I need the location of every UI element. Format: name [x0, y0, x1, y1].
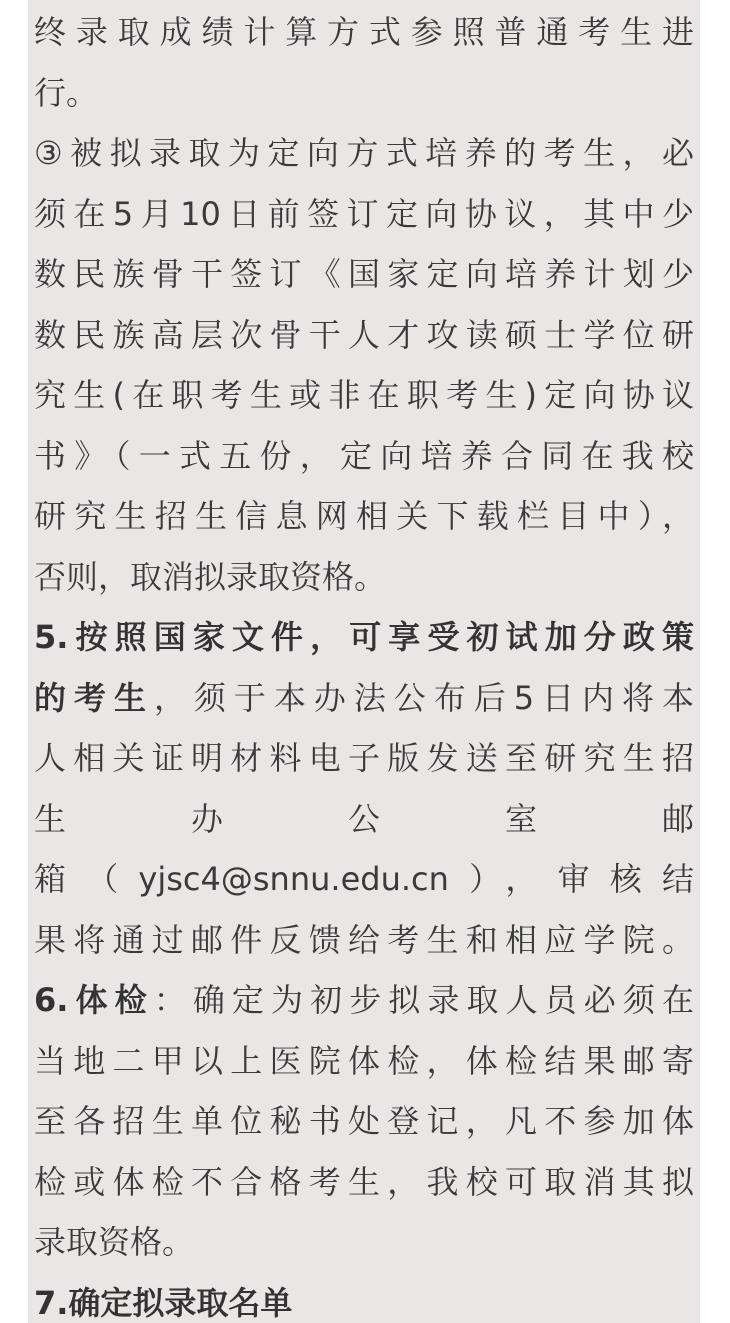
- line-text: 果将通过邮件反馈给考生和相应学院。: [34, 920, 694, 959]
- text-line: [34, 305, 694, 366]
- line-text: 数民族高层次骨干人才攻读硕士学位研: [34, 315, 694, 354]
- text-line: [34, 1091, 694, 1152]
- section-heading-6: [34, 970, 694, 1031]
- text-line: [34, 365, 694, 426]
- text-line: [34, 789, 694, 850]
- text-line: [34, 1152, 694, 1213]
- line-text: 人相关证明材料电子版发送至研究生招: [34, 739, 694, 777]
- heading-bold-text: 的考生: [34, 678, 154, 717]
- document-page: [28, 0, 700, 1323]
- email-line: [34, 849, 694, 910]
- line-text: 数民族骨干签订《国家定向培养计划少: [34, 255, 694, 293]
- line-text: 当地二甲以上医院体检，体检结果邮寄: [34, 1041, 694, 1080]
- section-heading-5: [34, 607, 694, 668]
- line-text: 录取资格。: [34, 1223, 195, 1261]
- heading-bold-text: 5.按照国家文件，可享受初试加分政策: [34, 618, 694, 656]
- line-text: 须在5月10日前签订定向协议，其中少: [34, 194, 694, 233]
- line-text: 研究生招生信息网相关下载栏目中），: [34, 497, 694, 535]
- section-heading-7: [34, 1273, 694, 1323]
- text-line: [34, 668, 694, 729]
- line-text: 至各招生单位秘书处登记，凡不参加体: [34, 1102, 694, 1140]
- line-text: 究生(在职考生或非在职考生)定向协议: [34, 376, 694, 414]
- line-text: 书》（一式五份，定向培养合同在我校: [34, 436, 694, 475]
- text-line: [34, 184, 694, 245]
- text-line: [34, 123, 694, 184]
- line-text: 生 办 公 室 邮: [34, 799, 694, 838]
- text-line: [34, 486, 694, 547]
- line-text: ，须于本办法公布后5日内将本: [153, 678, 694, 717]
- text-line: [34, 426, 694, 487]
- text-line: [34, 1212, 694, 1273]
- heading-bold-text: 7.确定拟录取名单: [34, 1283, 293, 1322]
- line-text: 箱（yjsc4@snnu.edu.cn），审核结: [34, 860, 694, 898]
- line-text: ③被拟录取为定向方式培养的考生，必: [34, 134, 694, 172]
- line-text: 否则，取消拟录取资格。: [34, 557, 387, 596]
- document-body: [34, 2, 694, 1323]
- text-line: [34, 728, 694, 789]
- line-text: 检或体检不合格考生，我校可取消其拟: [34, 1162, 694, 1201]
- heading-bold-text: 6.体检: [34, 981, 154, 1019]
- line-text: ：确定为初步拟录取人员必须在: [153, 981, 694, 1019]
- line-text: 行。: [34, 73, 99, 112]
- text-line: [34, 244, 694, 305]
- text-line: [34, 63, 694, 124]
- line-text: 终录取成绩计算方式参照普通考生进: [34, 13, 694, 51]
- text-line: [34, 547, 694, 608]
- text-line: [34, 1031, 694, 1092]
- text-line: [34, 910, 694, 971]
- text-line: [34, 2, 694, 63]
